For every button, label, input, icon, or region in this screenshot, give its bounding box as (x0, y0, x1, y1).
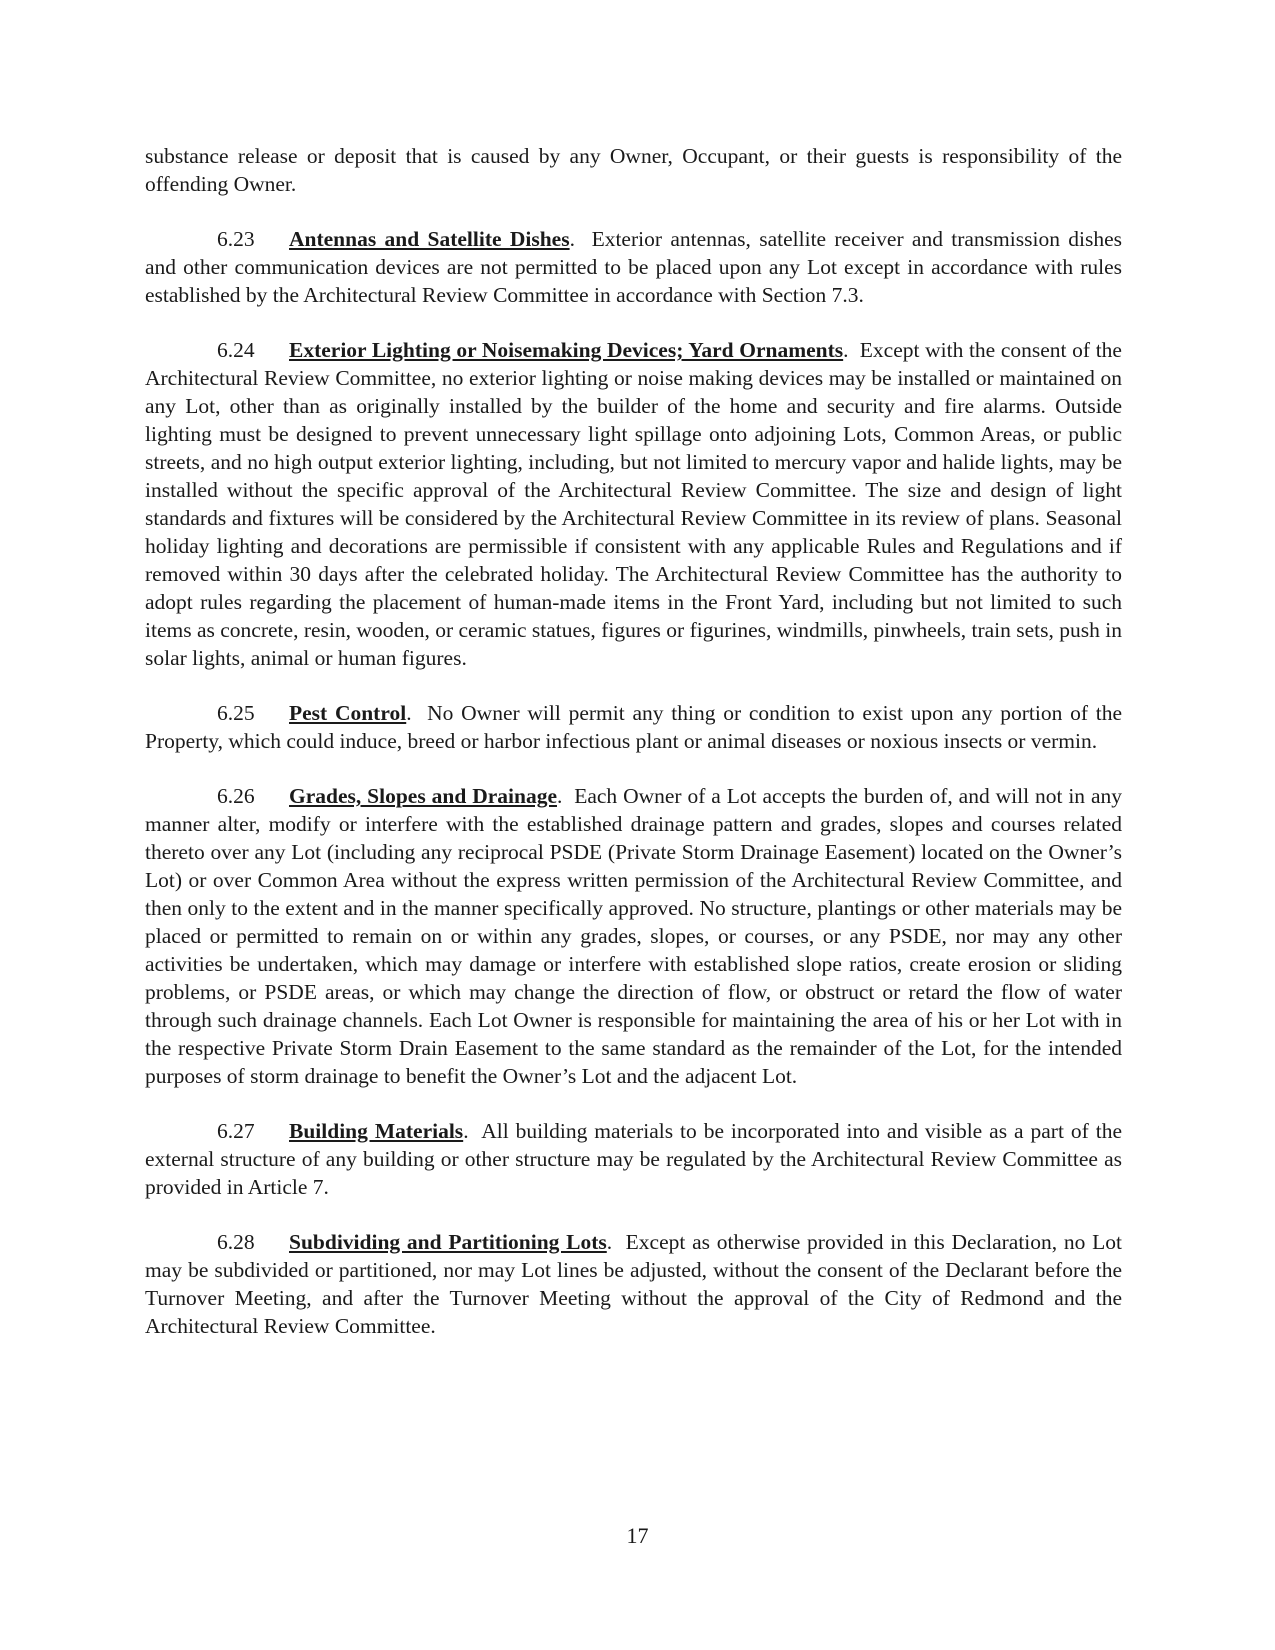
page-number: 17 (626, 1523, 649, 1548)
section-number: 6.24 (217, 338, 255, 362)
section-body: All building materials to be incorporated into and visible as a part of the external structure of any building or other structure may be regulated by the Architectural Review Committee as provided in Article 7. (145, 1119, 1122, 1199)
section-6-23: 6.23 Antennas and Satellite Dishes. Exterior antennas, satellite receiver and transmission dishes and other communication devices are not permitted to be placed upon any Lot except in accordance with rules established by the Architectural Review Committee in accordance with Section 7.3. (145, 227, 1123, 307)
section-6-28: 6.28 Subdividing and Partitioning Lots. Except as otherwise provided in this Declaration, no Lot may be subdivided or partitioned, nor may Lot lines be adjusted, without the consent of the Declarant before the Turnover Meeting, and after the Turnover Meeting without the approval of the City of Redmond and the Architectural Review Committee. (145, 1230, 1123, 1338)
section-6-27: 6.27 Building Materials. All building materials to be incorporated into and visible as a part of the external structure of any building or other structure may be regulated by the Architectural Review Committee as provided in Article 7. (145, 1119, 1122, 1199)
section-number: 6.26 (217, 784, 255, 808)
section-heading: Pest Control (289, 701, 407, 725)
section-body: Except with the consent of the Architectural Review Committee, no exterior lighting or noise making devices may be installed or maintained on any Lot, other than as originally installed by the builder of the home and security and fire alarms. Outside lighting must be designed to prevent unnecessary light spillage onto adjoining Lots, Common Areas, or public streets, and no high output exterior lighting, including, but not limited to mercury vapor and halide lights, may be installed without the specific approval of the Architectural Review Committee. The size and design of light standards and fixtures will be considered by the Architectural Review Committee in its review of plans. Seasonal holiday lighting and decorations are permissible if consistent with any applicable Rules and Regulations and if removed within 30 days after the celebrated holiday. The Architectural Review Committee has the authority to adopt rules regarding the placement of human-made items in the Front Yard, including but not limited to such items as concrete, resin, wooden, or ceramic statues, figures or figurines, windmills, pinwheels, train sets, push in solar lights, animal or human figures. (145, 338, 1122, 670)
section-6-24: 6.24 Exterior Lighting or Noisemaking Devices; Yard Ornaments. Except with the consent of the Architectural Review Committee, no exterior lighting or noise making devices may be installed or maintained on any Lot, other than as originally installed by the builder of the home and security and fire alarms. Outside lighting must be designed to prevent unnecessary light spillage onto adjoining Lots, Common Areas, or public streets, and no high output exterior lighting, including, but not limited to mercury vapor and halide lights, may be installed without the specific approval of the Architectural Review Committee. The size and design of light standards and fixtures will be considered by the Architectural Review Committee in its review of plans. Seasonal holiday lighting and decorations are permissible if consistent with any applicable Rules and Regulations and if removed within 30 days after the celebrated holiday. The Architectural Review Committee has the authority to adopt rules regarding the placement of human-made items in the Front Yard, including but not limited to such items as concrete, resin, wooden, or ceramic statues, figures or figurines, windmills, pinwheels, train sets, push in solar lights, animal or human figures. (145, 338, 1122, 670)
section-heading: Antennas and Satellite Dishes (289, 227, 570, 251)
section-body: Exterior antennas, satellite receiver and transmission dishes and other communication devices are not permitted to be placed upon any Lot except in accordance with rules established by the Architectural Review Committee in accordance with Section 7.3. (145, 227, 1123, 307)
section-heading: Subdividing and Partitioning Lots (289, 1230, 607, 1254)
section-6-26: 6.26 Grades, Slopes and Drainage. Each Owner of a Lot accepts the burden of, and will not in any manner alter, modify or interfere with the established drainage pattern and grades, slopes and courses related thereto over any Lot (including any reciprocal PSDE (Private Storm Drainage Easement) located on the Owner’s Lot) or over Common Area without the express written permission of the Architectural Review Committee, and then only to the extent and in the manner specifically approved. No structure, plantings or other materials may be placed or permitted to remain on or within any grades, slopes, or courses, or any PSDE, nor may any other activities be undertaken, which may damage or interfere with established slope ratios, create erosion or sliding problems, or PSDE areas, or which may change the direction of flow, or obstruct or retard the flow of water through such drainage channels. Each Lot Owner is responsible for maintaining the area of his or her Lot with in the respective Private Storm Drain Easement to the same standard as the remainder of the Lot, for the intended purposes of storm drainage to benefit the Owner’s Lot and the adjacent Lot. (145, 784, 1123, 1088)
document-page (145, 142, 1122, 1367)
section-body: Each Owner of a Lot accepts the burden of, and will not in any manner alter, modify or interfere with the established drainage pattern and grades, slopes and courses related thereto over any Lot (including any reciprocal PSDE (Private Storm Drainage Easement) located on the Owner’s Lot) or over Common Area without the express written permission of the Architectural Review Committee, and then only to the extent and in the manner specifically approved. No structure, plantings or other materials may be placed or permitted to remain on or within any grades, slopes, or courses, or any PSDE, nor may any other activities be undertaken, which may damage or interfere with established slope ratios, create erosion or sliding problems, or PSDE areas, or which may change the direction of flow, or obstruct or retard the flow of water through such drainage channels. Each Lot Owner is responsible for maintaining the area of his or her Lot with in the respective Private Storm Drain Easement to the same standard as the remainder of the Lot, for the intended purposes of storm drainage to benefit the Owner’s Lot and the adjacent Lot. (145, 784, 1123, 1088)
section-number: 6.28 (217, 1230, 255, 1254)
section-number: 6.23 (217, 227, 255, 251)
continuation-paragraph: substance release or deposit that is caused by any Owner, Occupant, or their guests is responsibility of the offending Owner. (145, 144, 1122, 196)
section-number: 6.27 (217, 1119, 255, 1143)
section-body: No Owner will permit any thing or condition to exist upon any portion of the Property, which could induce, breed or harbor infectious plant or animal diseases or noxious insects or vermin. (145, 701, 1123, 753)
section-number: 6.25 (217, 701, 255, 725)
section-heading: Grades, Slopes and Drainage (289, 784, 557, 808)
section-heading: Building Materials (289, 1119, 464, 1143)
section-heading: Exterior Lighting or Noisemaking Devices; Yard Ornaments (289, 338, 844, 362)
section-6-25: 6.25 Pest Control. No Owner will permit any thing or condition to exist upon any portion of the Property, which could induce, breed or harbor infectious plant or animal diseases or noxious insects or vermin. (145, 701, 1123, 753)
section-body: Except as otherwise provided in this Declaration, no Lot may be subdivided or partitioned, nor may Lot lines be adjusted, without the consent of the Declarant before the Turnover Meeting, and after the Turnover Meeting without the approval of the City of Redmond and the Architectural Review Committee. (145, 1230, 1123, 1338)
